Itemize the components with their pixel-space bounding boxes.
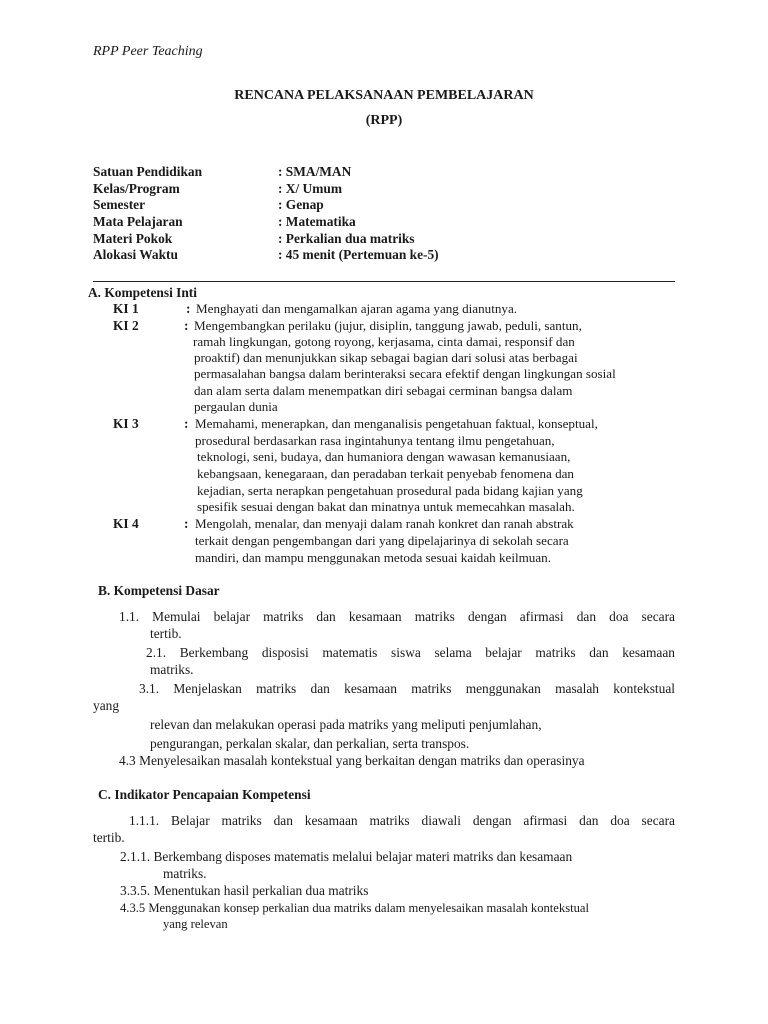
horizontal-divider <box>93 281 675 282</box>
identity-value-semester: : Genap <box>278 197 324 212</box>
ki1-label: KI 1 <box>113 301 139 316</box>
identity-value-mapel: : Matematika <box>278 214 356 229</box>
ki4-line: mandiri, dan mampu menggunakan metoda sesuai kaidah keilmuan. <box>195 550 551 565</box>
indikator-item: 2.1.1. Berkembang disposes matematis melalui belajar materi matriks dan kesamaan <box>120 849 573 864</box>
ki3-line: kejadian, serta nerapkan pengetahuan prosedural pada bidang kajian yang <box>197 483 583 498</box>
ki3-line: Memahami, menerapkan, dan menganalisis pengetahuan faktual, konseptual, <box>195 416 598 431</box>
identity-label-mapel: Mata Pelajaran <box>93 214 183 229</box>
ki2-line: permasalahan bangsa dalam berinteraksi secara efektif dengan lingkungan sosial <box>194 366 616 381</box>
section-a-heading: A. Kompetensi Inti <box>88 285 197 300</box>
ki3-line: teknologi, seni, budaya, dan humaniora dengan wawasan kemanusiaan, <box>197 449 571 464</box>
indikator-item: 3.3.5. Menentukan hasil perkalian dua matriks <box>120 883 369 898</box>
indikator-item: 4.3.5 Menggunakan konsep perkalian dua matriks dalam menyelesaikan masalah kontekstual <box>120 901 589 915</box>
kd-item: 4.3 Menyelesaikan masalah kontekstual yang berkaitan dengan matriks dan operasinya <box>119 753 585 768</box>
ki2-line: Mengembangkan perilaku (jujur, disiplin, tanggung jawab, peduli, santun, <box>194 318 582 333</box>
identity-label-kelas: Kelas/Program <box>93 181 180 196</box>
ki3-colon: : <box>184 416 189 431</box>
identity-value-satuan: : SMA/MAN <box>278 164 352 179</box>
ki3-line: spesifik sesuai dengan bakat dan minatnya untuk memecahkan masalah. <box>197 499 575 514</box>
ki4-line: Mengolah, menalar, dan menyaji dalam ranah konkret dan ranah abstrak <box>195 516 574 531</box>
ki2-line: dan alam serta dalam menempatkan diri sebagai cerminan bangsa dalam <box>194 383 573 398</box>
identity-label-alokasi: Alokasi Waktu <box>93 247 178 262</box>
ki2-line: ramah lingkungan, gotong royong, kerjasama, cinta damai, responsif dan <box>193 334 575 349</box>
identity-label-materi: Materi Pokok <box>93 231 173 246</box>
ki2-label: KI 2 <box>113 318 139 333</box>
kd-item-cont: relevan dan melakukan operasi pada matriks yang meliputi penjumlahan, <box>150 717 542 732</box>
section-b-heading: B. Kompetensi Dasar <box>98 583 220 598</box>
ki3-label: KI 3 <box>113 416 139 431</box>
page-header: RPP Peer Teaching <box>93 44 203 59</box>
ki2-line: pergaulan dunia <box>194 399 278 414</box>
identity-label-satuan: Satuan Pendidikan <box>93 164 203 179</box>
indikator-item-cont: matriks. <box>163 866 207 881</box>
kd-item: 1.1. Memulai belajar matriks dan kesamaan matriks dengan afirmasi dan doa secara <box>119 609 675 624</box>
ki2-colon: : <box>184 318 189 333</box>
ki1-text: Menghayati dan mengamalkan ajaran agama yang dianutnya. <box>196 301 518 316</box>
ki4-label: KI 4 <box>113 516 139 531</box>
ki4-line: terkait dengan pengembangan dari yang dipelajarinya di sekolah secara <box>195 533 569 548</box>
ki3-line: kebangsaan, kenegaraan, dan peradaban terkait penyebab fenomena dan <box>197 466 574 481</box>
document-title: RENCANA PELAKSANAAN PEMBELAJARAN <box>234 88 534 103</box>
identity-value-kelas: : X/ Umum <box>278 181 342 196</box>
kd-item-cont: pengurangan, perkalan skalar, dan perkalian, serta transpos. <box>150 736 470 751</box>
kd-item: 2.1. Berkembang disposisi matematis siswa selama belajar matriks dan kesamaan <box>146 645 675 660</box>
ki3-line: prosedural berdasarkan rasa ingintahunya tentang ilmu pengetahuan, <box>195 433 555 448</box>
identity-value-materi: : Perkalian dua matriks <box>278 231 415 246</box>
section-c-heading: C. Indikator Pencapaian Kompetensi <box>98 787 311 802</box>
document-subtitle: (RPP) <box>365 113 403 128</box>
kd-item-cont: tertib. <box>150 626 182 641</box>
ki4-colon: : <box>184 516 189 531</box>
kd-item-cont: matriks. <box>150 662 194 677</box>
indikator-item-cont: yang relevan <box>163 917 228 931</box>
ki2-line: proaktif) dan menunjukkan sikap sebagai bagian dari solusi atas berbagai <box>194 350 578 365</box>
identity-value-alokasi: : 45 menit (Pertemuan ke-5) <box>278 247 439 262</box>
kd-item: 3.1. Menjelaskan matriks dan kesamaan matriks menggunakan masalah kontekstual <box>139 681 675 696</box>
indikator-item-cont: tertib. <box>93 830 125 845</box>
ki1-colon: : <box>186 301 191 316</box>
kd-item-cont: yang <box>93 698 120 713</box>
indikator-item: 1.1.1. Belajar matriks dan kesamaan matriks diawali dengan afirmasi dan doa secara <box>129 813 675 828</box>
identity-label-semester: Semester <box>93 197 146 212</box>
